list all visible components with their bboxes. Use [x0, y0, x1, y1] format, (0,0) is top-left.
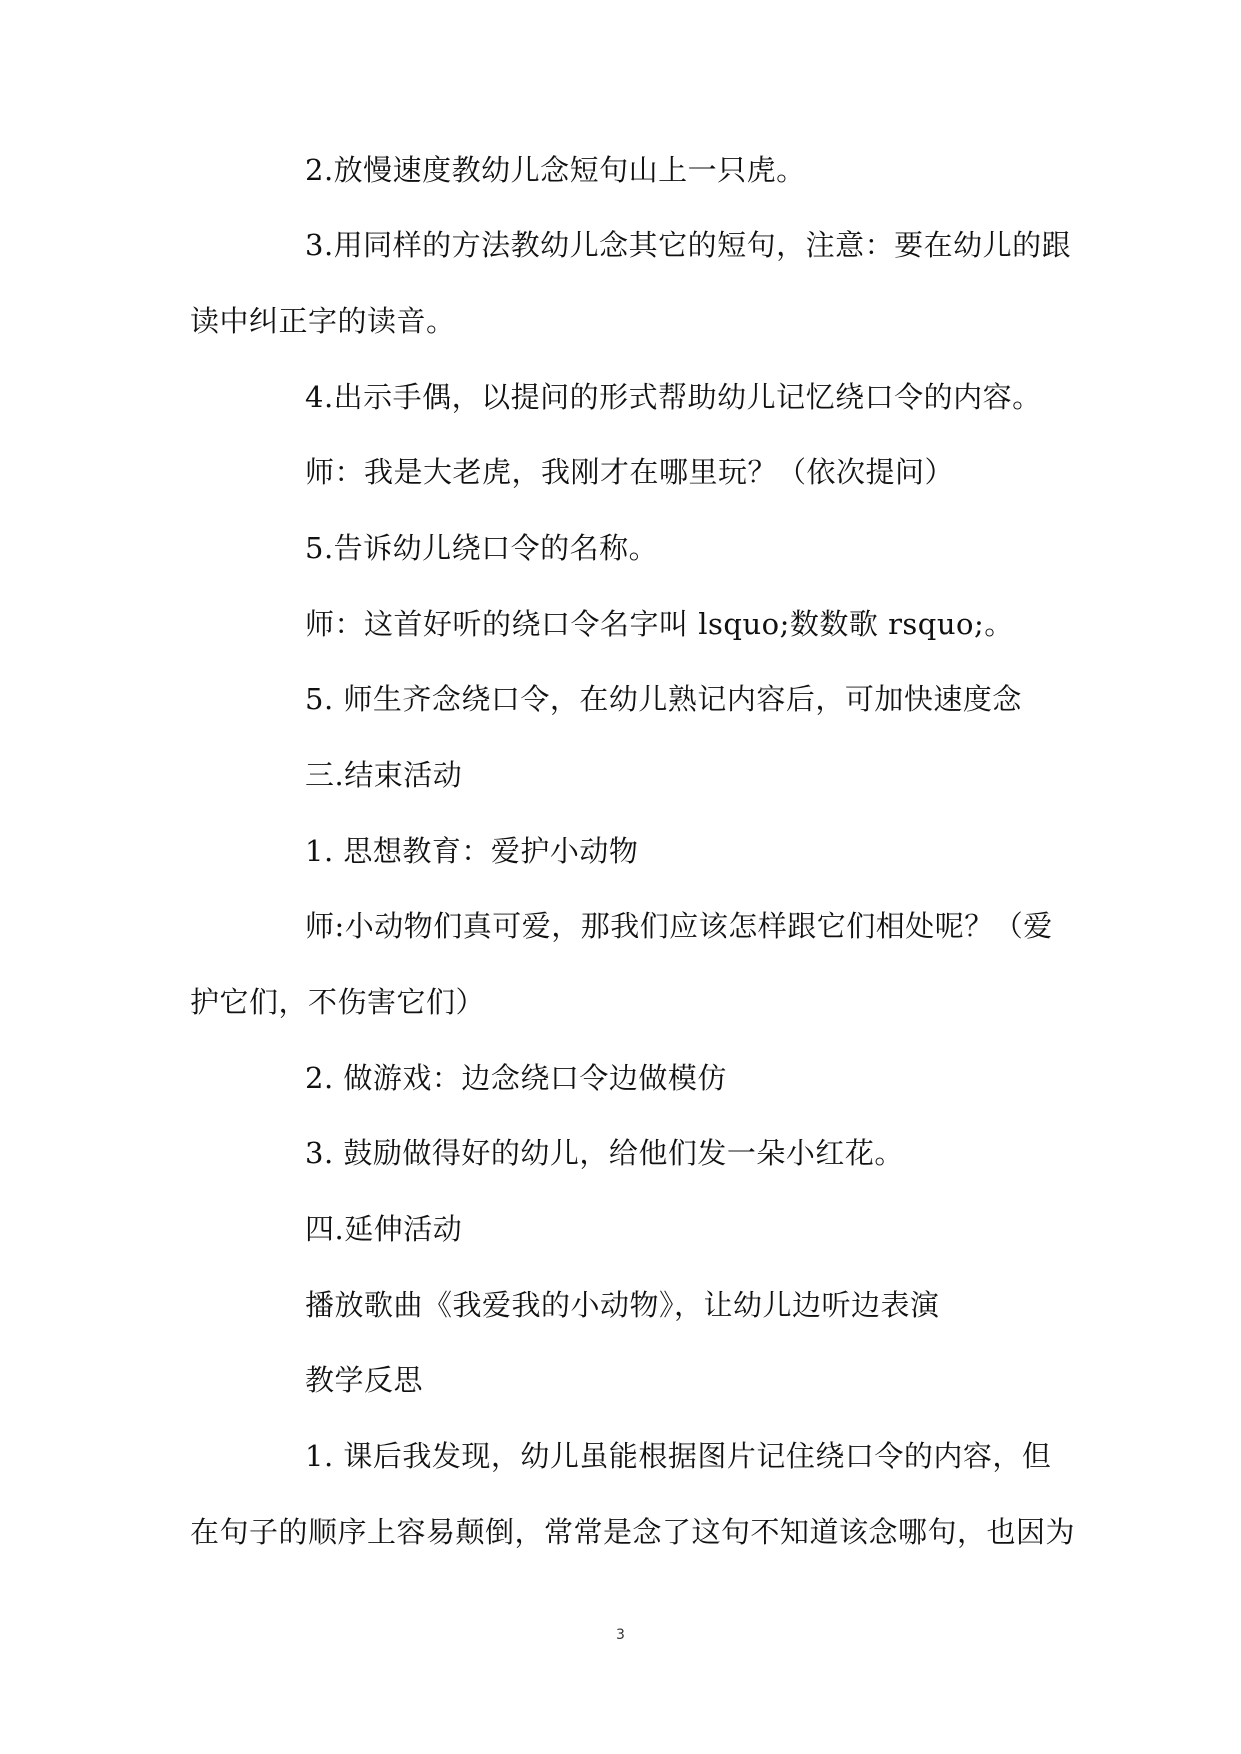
paragraph-line: 1. 思想教育：爱护小动物 — [305, 834, 639, 868]
section-heading: 教学反思 — [305, 1363, 424, 1397]
section-heading: 四.延伸活动 — [305, 1212, 463, 1246]
paragraph-line: 3.用同样的方法教幼儿念其它的短句，注意：要在幼儿的跟 — [305, 228, 1072, 262]
paragraph-line: 5.告诉幼儿绕口令的名称。 — [305, 531, 659, 565]
paragraph-line: 2.放慢速度教幼儿念短句山上一只虎。 — [305, 153, 806, 187]
paragraph-line: 4.出示手偶，以提问的形式帮助幼儿记忆绕口令的内容。 — [305, 380, 1042, 414]
paragraph-line: 读中纠正字的读音。 — [190, 304, 456, 338]
paragraph-line: 师:小动物们真可爱，那我们应该怎样跟它们相处呢？（爱 — [305, 909, 1053, 943]
paragraph-line: 3. 鼓励做得好的幼儿，给他们发一朵小红花。 — [305, 1136, 904, 1170]
paragraph-line: 师：这首好听的绕口令名字叫 lsquo;数数歌 rsquo;。 — [305, 607, 1014, 641]
page-number: 3 — [616, 1627, 625, 1643]
paragraph-line: 2. 做游戏：边念绕口令边做模仿 — [305, 1061, 727, 1095]
paragraph-line: 1. 课后我发现，幼儿虽能根据图片记住绕口令的内容，但 — [305, 1439, 1052, 1473]
paragraph-line: 5. 师生齐念绕口令，在幼儿熟记内容后，可加快速度念 — [305, 682, 1022, 716]
paragraph-line: 在句子的顺序上容易颠倒，常常是念了这句不知道该念哪句，也因为 — [190, 1515, 1076, 1549]
section-heading: 三.结束活动 — [305, 758, 463, 792]
paragraph-line: 护它们，不伤害它们） — [190, 985, 486, 1019]
paragraph-line: 师：我是大老虎，我刚才在哪里玩？（依次提问） — [305, 455, 955, 489]
paragraph-line: 播放歌曲《我爱我的小动物》，让幼儿边听边表演 — [305, 1288, 940, 1322]
